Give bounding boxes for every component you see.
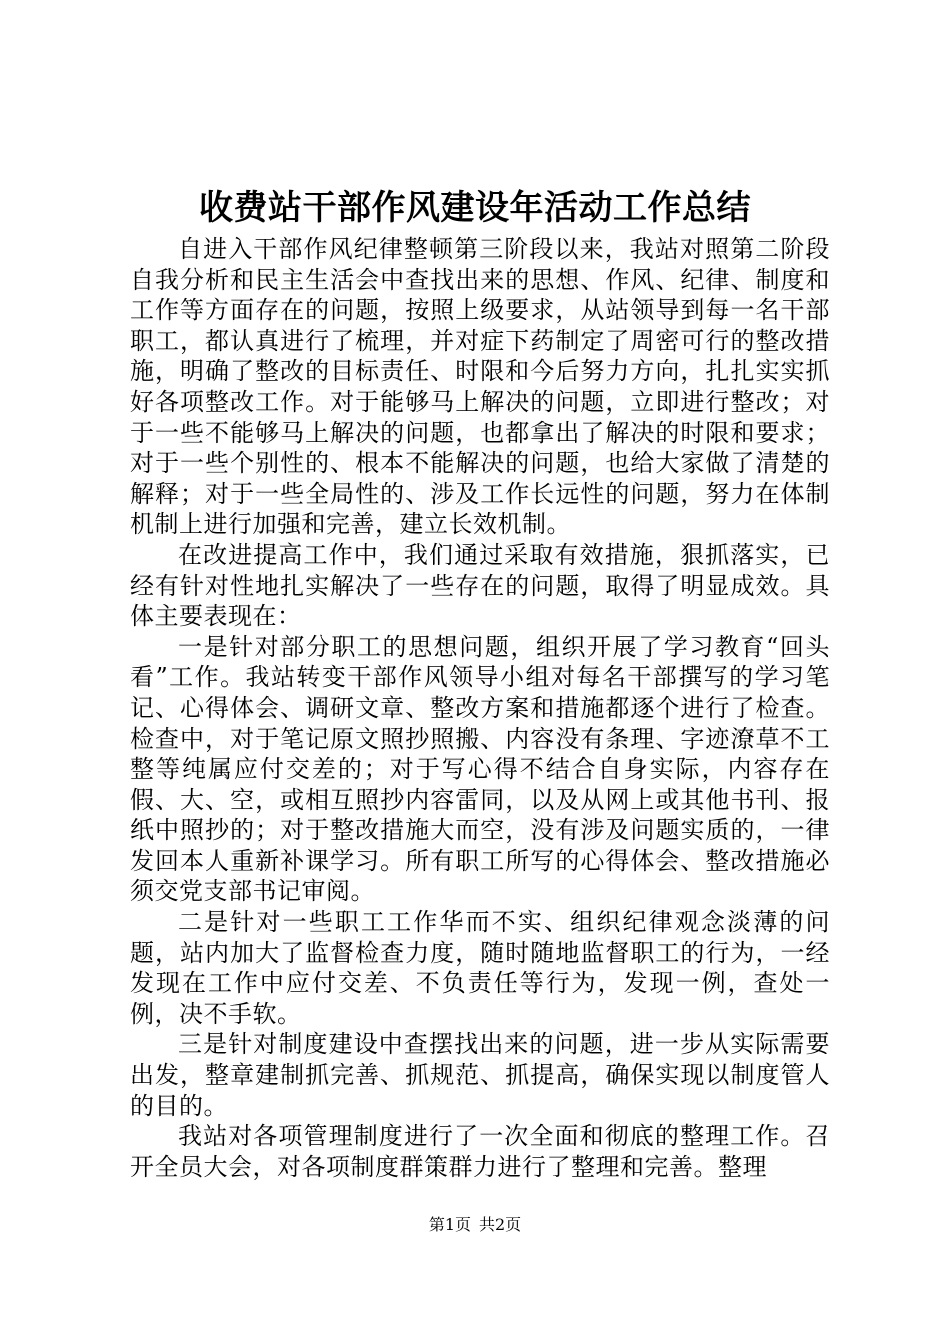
page-total: 共2页 xyxy=(479,1215,522,1234)
paragraph-point-three: 三是针对制度建设中查摆找出来的问题，进一步从实际需要出发，整章建制抓完善、抓规范、抓提高，确保实现以制度管人的目的。 xyxy=(130,1030,830,1120)
page-footer xyxy=(0,1214,950,1236)
paragraph-point-one: 一是针对部分职工的思想问题，组织开展了学习教育“回头看”工作。我站转变干部作风领导小组对每名干部撰写的学习笔记、心得体会、调研文章、整改方案和措施都逐个进行了检查。检查中，对于笔记原文照抄照搬、内容没有条理、字迹潦草不工整等纯属应付交差的；对于写心得不结合自身实际，内容存在假、大、空，或相互照抄内容雷同，以及从网上或其他书刊、报纸中照抄的；对于整改措施大而空，没有涉及问题实质的，一律发回本人重新补课学习。所有职工所写的心得体会、整改措施必须交党支部书记审阅。 xyxy=(130,632,830,906)
paragraph-results: 在改进提高工作中，我们通过采取有效措施，狠抓落实，已经有针对性地扎实解决了一些存在的问题，取得了明显成效。具体主要表现在： xyxy=(130,540,830,631)
page-number: 第1页 xyxy=(428,1215,471,1234)
document-title: 收费站干部作风建设年活动工作总结 xyxy=(199,188,751,228)
paragraph-rules-review: 我站对各项管理制度进行了一次全面和彻底的整理工作。召开全员大会，对各项制度群策群力进行了整理和完善。整理 xyxy=(130,1122,830,1181)
document-body xyxy=(130,234,830,1182)
paragraph-intro: 自进入干部作风纪律整顿第三阶段以来，我站对照第二阶段自我分析和民主生活会中查找出来的思想、作风、纪律、制度和工作等方面存在的问题，按照上级要求，从站领导到每一名干部职工，都认真进行了梳理，并对症下药制定了周密可行的整改措施，明确了整改的目标责任、时限和今后努力方向，扎扎实实抓好各项整改工作。对于能够马上解决的问题，立即进行整改；对于一些不能够马上解决的问题，也都拿出了解决的时限和要求；对于一些个别性的、根本不能解决的问题，也给大家做了清楚的解释；对于一些全局性的、涉及工作长远性的问题，努力在体制机制上进行加强和完善，建立长效机制。 xyxy=(130,235,830,539)
paragraph-point-two: 二是针对一些职工工作华而不实、组织纪律观念淡薄的问题，站内加大了监督检查力度，随时随地监督职工的行为，一经发现在工作中应付交差、不负责任等行为，发现一例，查处一例，决不手软。 xyxy=(130,908,830,1028)
